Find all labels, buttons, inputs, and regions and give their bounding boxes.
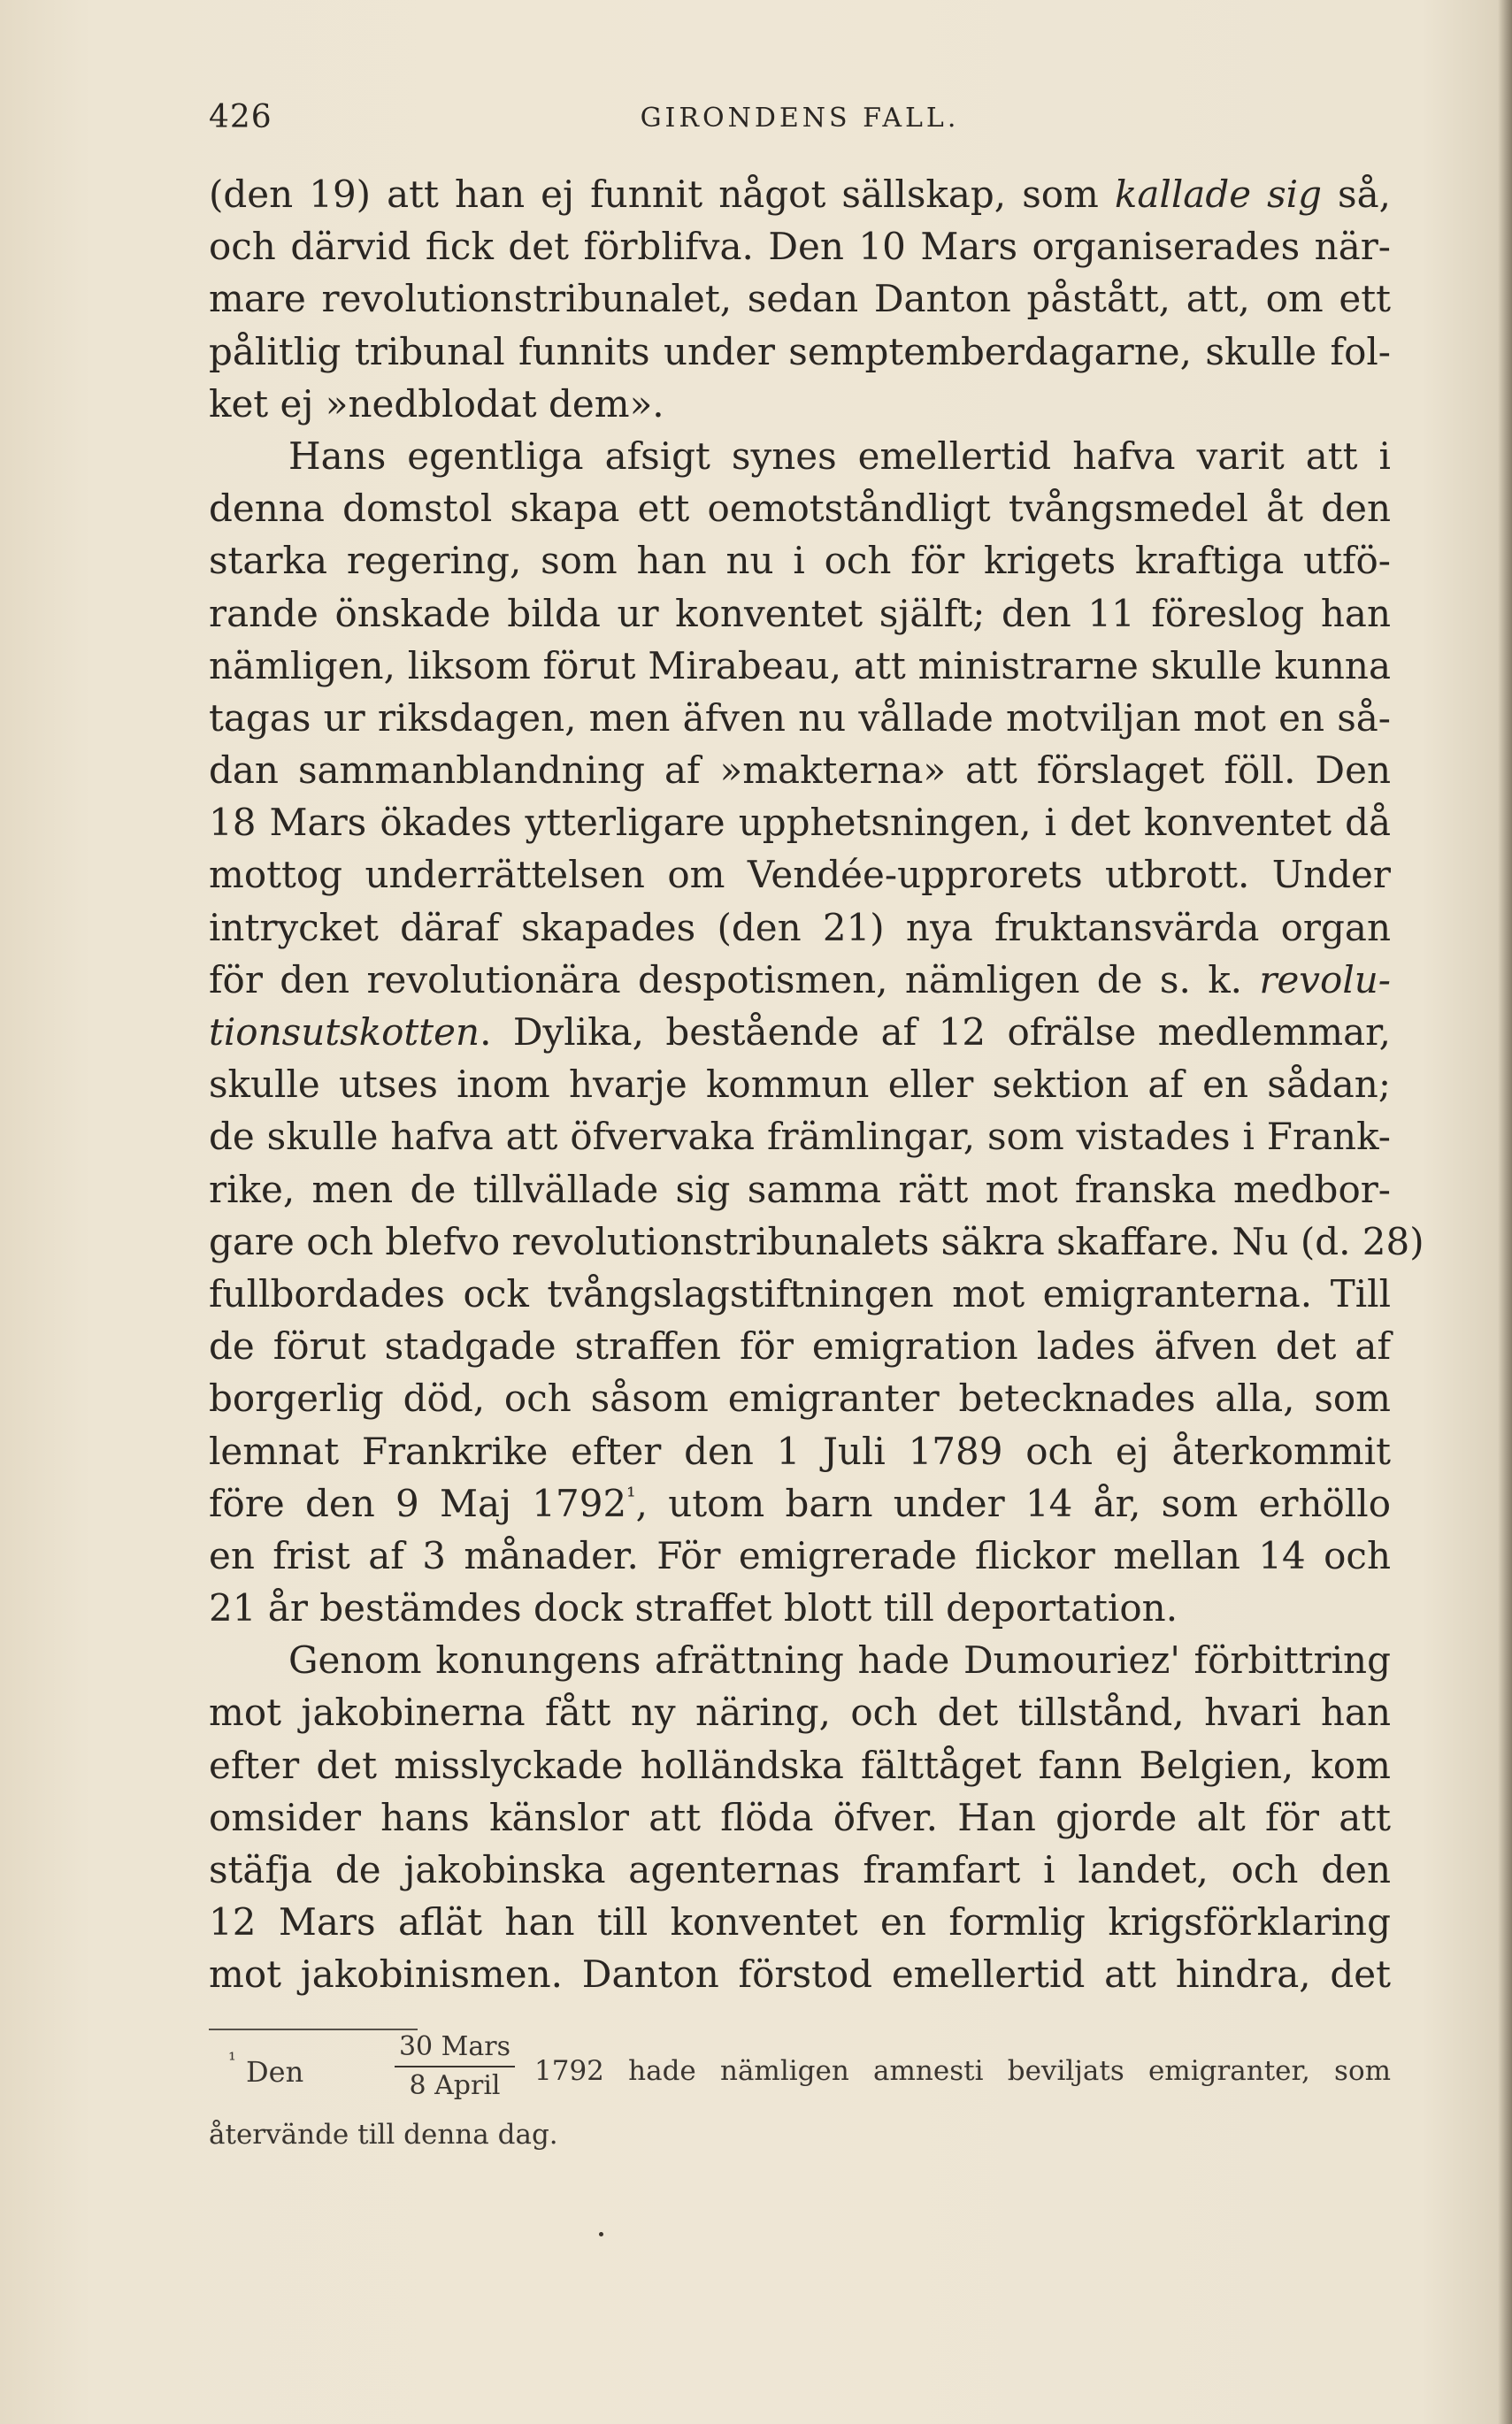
text-line: denna domstol skapa ett oemotståndligt tvångsmedel åt den [209,487,1391,531]
text-line: Genom konungens afrättning hade Dumouriez' förbittring [288,1638,1391,1683]
text-line: gare och blefvo revolutionstribunalets säkra skaffare. Nu (d. 28) [209,1219,1424,1263]
text-line: mot jakobinerna fått ny näring, och det tillstånd, hvari han [209,1691,1391,1735]
text-line: stäfja de jakobinska agenternas framfart i landet, och den [209,1848,1391,1891]
text-line: mare revolutionstribunalet, sedan Danton påstått, att, om ett [209,277,1391,321]
text-line: (den 19) att han ej funnit något sällskap, som kallade sig så, [209,173,1392,216]
text-line: mot jakobinismen. Danton förstod emellertid att hindra, det [209,1952,1391,1997]
text-line: intrycket däraf skapades (den 21) nya fruktansvärda organ [209,905,1391,949]
footnote-reference: ¹ [626,1483,636,1510]
text-line: borgerlig död, och såsom emigranter betecknades alla, som [209,1377,1391,1421]
paper-speck [599,2232,603,2236]
page-header [209,99,1391,152]
fraction-numerator: 30 Mars [398,2031,511,2062]
italic-phrase: tionsutskotten [209,1010,480,1054]
running-head: GIRONDENS FALL. [640,103,960,134]
text-line: för den revolutionära despotismen, nämligen de s. k. revolu- [209,957,1391,1001]
text-line: 18 Mars ökades ytterligare upphetsningen, i det konventet då [209,801,1391,845]
text-line: lemnat Frankrike efter den 1 Juli 1789 och ej återkommit [209,1429,1391,1473]
footnote-fraction [395,2030,515,2103]
text-line: ket ej »nedblodat dem». [209,381,664,426]
text-line: rande önskade bilda ur konventet själft; den 11 föreslog han [209,591,1391,635]
text-line: tagas ur riksdagen, men äfven nu vållade motviljan mot en så- [209,695,1391,740]
footnote-line-2: återvände till denna dag. [209,2119,558,2151]
footnote-line-1 [209,2030,1391,2114]
text-line: mottog underrättelsen om Vendée-upprorets utbrott. Under [209,853,1391,897]
text-line: pålitlig tribunal funnits under semptemberdagarne, skulle fol- [209,329,1391,373]
text-line: skulle utses inom hvarje kommun eller sektion af en sådan; [209,1062,1391,1107]
text-line: dan sammanblandning af »makterna» att förslaget föll. Den [209,748,1391,793]
text-line: de förut stadgade straffen för emigration lades äfven det af [209,1324,1391,1369]
footnote-den: Den [246,2055,304,2089]
text-line: en frist af 3 månader. För emigrerade flickor mellan 14 och [209,1533,1391,1577]
text-line: efter det misslyckade holländska fälttåget fann Belgien, kom [209,1743,1391,1787]
footnote [209,2030,1391,2151]
text-line: de skulle hafva att öfvervaka främlingar, som vistades i Frank- [209,1115,1391,1159]
fraction-bar [395,2066,515,2067]
page-number: 426 [209,99,272,135]
body-text [209,168,1424,2001]
text-line: nämligen, liksom förut Mirabeau, att ministrarne skulle kunna [209,643,1391,687]
italic-phrase: kallade sig [1114,173,1322,216]
italic-phrase: revolu- [1259,957,1391,1001]
footnote-text: 1792 hade nämligen amnesti beviljats emigranter, som [534,2055,1391,2087]
text-line: 12 Mars aflät han till konventet en formlig krigsförklaring [209,1900,1391,1945]
text-line: rike, men de tillvällade sig samma rätt mot franska medbor- [209,1167,1391,1211]
text-line: Hans egentliga afsigt synes emellertid hafva varit att i [288,433,1391,478]
fraction-denominator: 8 April [409,2070,501,2101]
text-line: 21 år bestämdes dock straffet blott till deportation. [209,1586,1178,1630]
text-line: omsider hans känslor att flöda öfver. Han gjorde alt för att [209,1795,1391,1839]
text-line: tionsutskotten. Dylika, bestående af 12 ofrälse medlemmar, [209,1010,1391,1054]
text-line: före den 9 Maj $1792^{^1}$, utom barn under 14 år, som erhöllo [209,1481,1391,1525]
footnote-marker: ¹ [228,2050,236,2072]
text-line: starka regering, som han nu i och för krigets kraftiga utfö- [209,539,1391,583]
text-line: fullbordades ock tvångslagstiftningen mot emigranterna. Till [209,1271,1391,1316]
text-line: och därvid fick det förblifva. Den 10 Mars organiserades när- [209,225,1391,269]
